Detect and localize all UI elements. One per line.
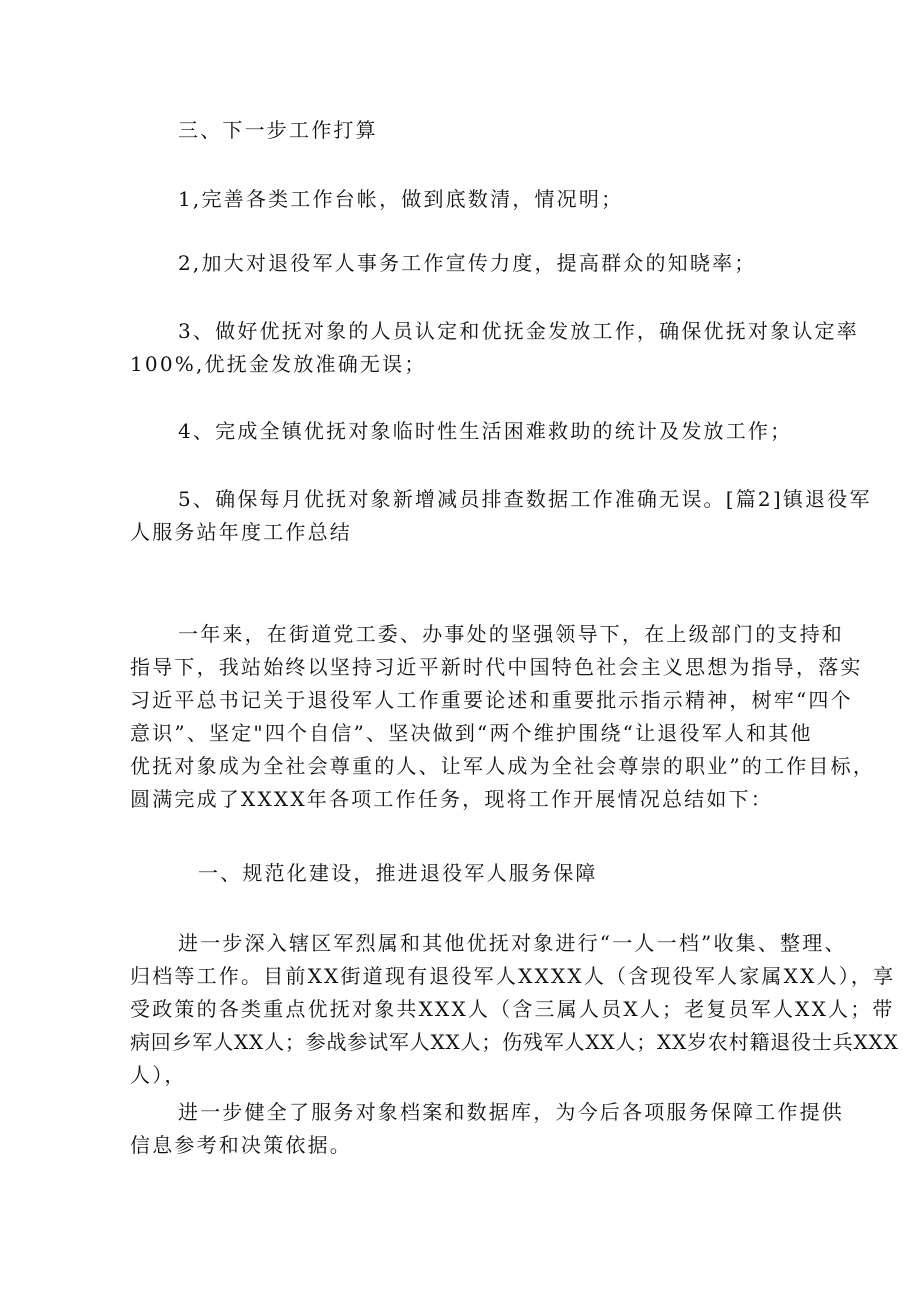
intro-line: 圆满完成了XXXX年各项工作任务，现将工作开展情况总结如下： [130,787,773,811]
intro-line: 意识”、坚定"四个自信”、坚决做到“两个维护围绕“让退役军人和其他 [130,721,813,745]
intro-line: 指导下，我站始终以坚持习近平新时代中国特色社会主义思想为指导，落实 [130,655,863,679]
section1-para1-line: 进一步深入辖区军烈属和其他优抚对象进行“一人一档”收集、整理、 [178,931,847,955]
section1-para1-line: 归档等工作。目前XX街道现有退役军人XXXX人（含现役军人家属XX人），享 [130,964,896,988]
section1-para2-line: 信息参考和决策依据。 [130,1133,352,1157]
intro-line: 一年来，在街道党工委、办事处的坚强领导下，在上级部门的支持和 [178,622,844,646]
section3-item-5-line-2: 人服务站年度工作总结 [130,520,352,544]
section1-para1-line: 受政策的各类重点优抚对象共XXX人（含三属人员X人；老复员军人XX人；带 [130,997,895,1021]
section3-item-3-line-1: 3、做好优抚对象的人员认定和优抚金发放工作，确保优抚对象认定率 [178,319,859,343]
section1-para2-line: 进一步健全了服务对象档案和数据库，为今后各项服务保障工作提供 [178,1100,844,1124]
section1-para1-line: 人）， [130,1063,187,1087]
section3-item-1: 1,完善各类工作台帐，做到底数清，情况明； [178,187,624,211]
intro-line: 优抚对象成为全社会尊重的人、让军人成为全社会尊崇的职业”的工作目标， [130,754,876,778]
section3-item-4: 4、完成全镇优抚对象临时性生活困难救助的统计及发放工作； [178,419,793,443]
section1-heading: 一、规范化建设，推进退役军人服务保障 [198,861,598,885]
section3-item-3-line-2: 100%,优抚金发放准确无误； [130,352,427,376]
section3-item-5-line-1: 5、确保每月优抚对象新增减员排查数据工作准确无误。[篇2]镇退役军 [178,487,872,511]
section1-para1-line: 病回乡军人XX人；参战参试军人XX人；伤残军人XX人；XX岁农村籍退役士兵XXX [130,1030,899,1054]
intro-line: 习近平总书记关于退役军人工作重要论述和重要批示指示精神，树牢“四个 [130,688,853,712]
section3-item-2: 2,加大对退役军人事务工作宣传力度，提高群众的知晓率； [178,251,757,275]
section3-heading: 三、下一步工作打算 [178,118,378,142]
